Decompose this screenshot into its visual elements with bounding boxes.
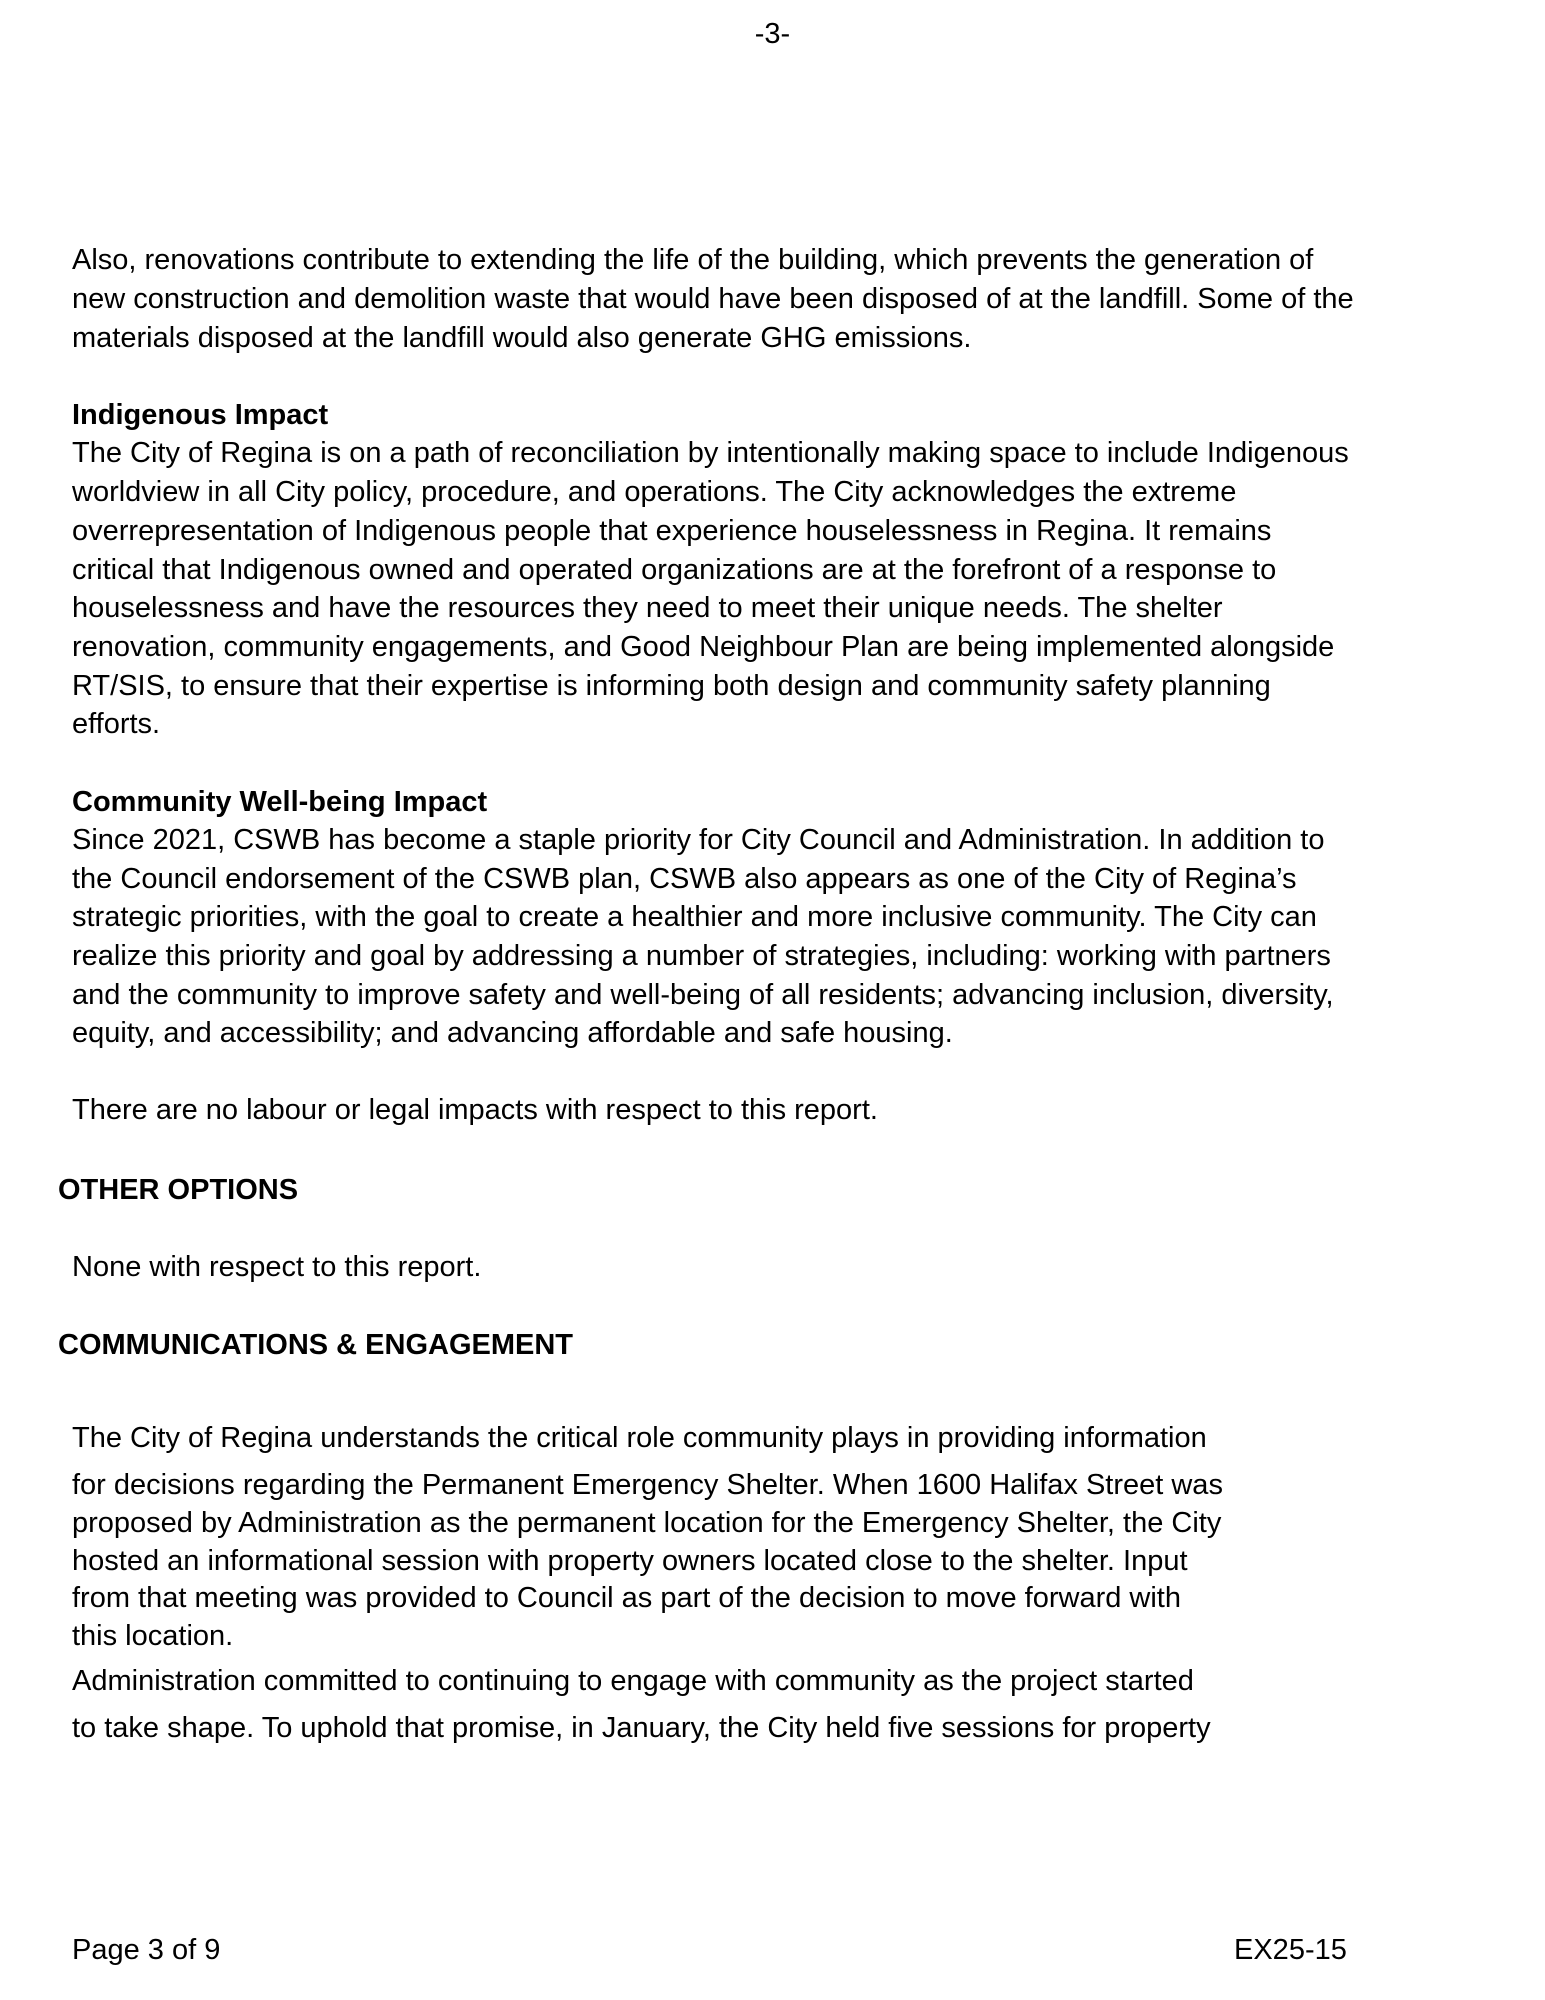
paragraph-line: realize this priority and goal by addressing a number of strategies, including: working with partners bbox=[72, 940, 1331, 972]
paragraph-line: new construction and demolition waste that would have been disposed of at the landfill. Some of the bbox=[72, 283, 1354, 315]
footer-report-id: EX25-15 bbox=[1234, 1934, 1347, 1966]
paragraph-line: to take shape. To uphold that promise, in January, the City held five sessions for property bbox=[72, 1712, 1211, 1744]
paragraph-line: critical that Indigenous owned and operated organizations are at the forefront of a response to bbox=[72, 554, 1277, 586]
paragraph-line: from that meeting was provided to Council as part of the decision to move forward with bbox=[72, 1582, 1181, 1614]
paragraph-line: RT/SIS, to ensure that their expertise is informing both design and community safety planning bbox=[72, 670, 1271, 702]
paragraph-line: the Council endorsement of the CSWB plan, CSWB also appears as one of the City of Regina’s bbox=[72, 863, 1297, 895]
paragraph-line: The City of Regina is on a path of reconciliation by intentionally making space to include Indigenous bbox=[72, 437, 1349, 469]
section-heading-communications: COMMUNICATIONS & ENGAGEMENT bbox=[58, 1329, 574, 1361]
footer-page-label: Page 3 of 9 bbox=[72, 1934, 221, 1966]
paragraph-line: hosted an informational session with property owners located close to the shelter. Input bbox=[72, 1545, 1188, 1577]
paragraph-line: proposed by Administration as the permanent location for the Emergency Shelter, the City bbox=[72, 1507, 1222, 1539]
paragraph-line: houselessness and have the resources they need to meet their unique needs. The shelter bbox=[72, 592, 1223, 624]
paragraph-line: worldview in all City policy, procedure, and operations. The City acknowledges the extreme bbox=[72, 476, 1237, 508]
paragraph-line: renovation, community engagements, and Good Neighbour Plan are being implemented alongside bbox=[72, 631, 1335, 663]
paragraph-line: Since 2021, CSWB has become a staple priority for City Council and Administration. In addition to bbox=[72, 824, 1325, 856]
page-marker: -3- bbox=[754, 18, 791, 50]
paragraph-line: Administration committed to continuing to engage with community as the project started bbox=[72, 1665, 1194, 1697]
section-heading-other-options: OTHER OPTIONS bbox=[58, 1174, 299, 1206]
paragraph-line: and the community to improve safety and well-being of all residents; advancing inclusion, diversity, bbox=[72, 979, 1334, 1011]
paragraph-line: equity, and accessibility; and advancing affordable and safe housing. bbox=[72, 1017, 953, 1049]
other-options-text: None with respect to this report. bbox=[72, 1251, 482, 1283]
labour-legal-statement: There are no labour or legal impacts with respect to this report. bbox=[72, 1094, 878, 1126]
paragraph-line: The City of Regina understands the critical role community plays in providing information bbox=[72, 1422, 1207, 1454]
subsection-heading: Indigenous Impact bbox=[72, 399, 329, 431]
paragraph-line: materials disposed at the landfill would also generate GHG emissions. bbox=[72, 322, 972, 354]
paragraph-line: efforts. bbox=[72, 708, 161, 740]
paragraph-line: overrepresentation of Indigenous people that experience houselessness in Regina. It remains bbox=[72, 515, 1272, 547]
paragraph-line: strategic priorities, with the goal to create a healthier and more inclusive community. The City can bbox=[72, 901, 1317, 933]
subsection-heading: Community Well-being Impact bbox=[72, 786, 488, 818]
paragraph-line: for decisions regarding the Permanent Emergency Shelter. When 1600 Halifax Street was bbox=[72, 1469, 1223, 1501]
paragraph-line: this location. bbox=[72, 1620, 234, 1652]
paragraph-line: Also, renovations contribute to extending the life of the building, which prevents the generation of bbox=[72, 244, 1314, 276]
